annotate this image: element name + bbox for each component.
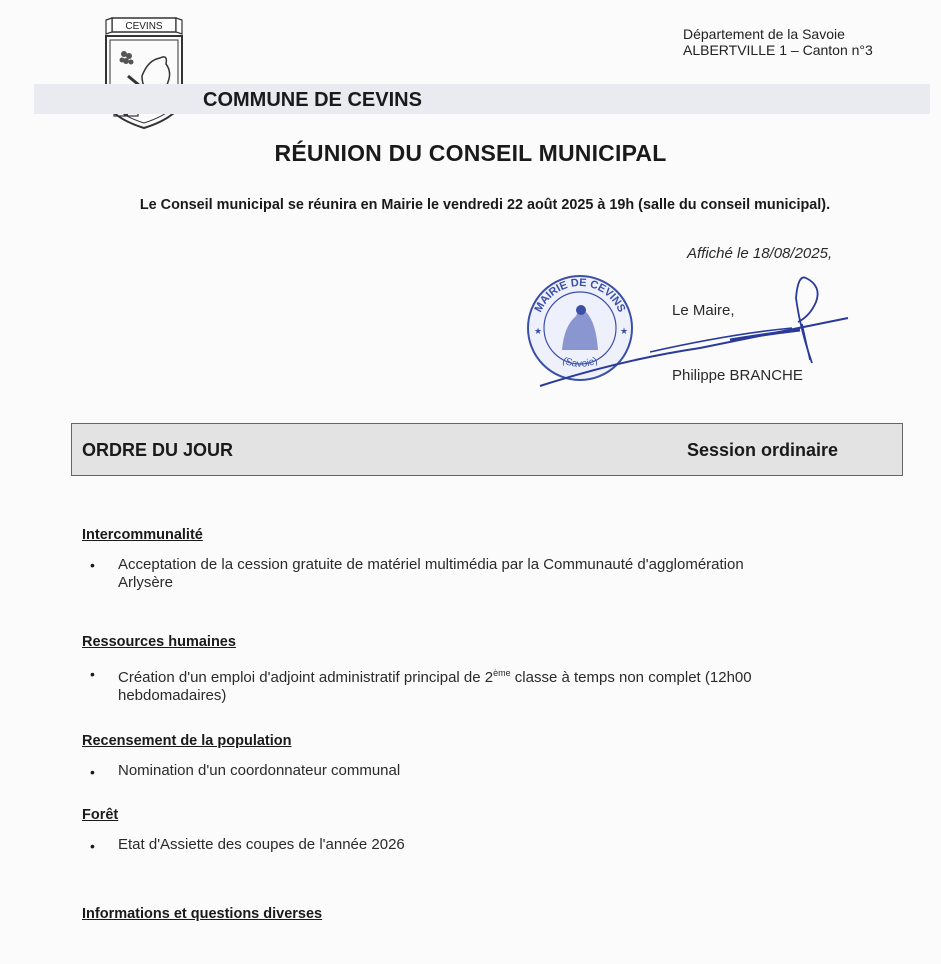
svg-text:★: ★ bbox=[534, 326, 543, 336]
section-heading: Recensement de la population bbox=[82, 733, 292, 749]
bullet-icon: • bbox=[90, 666, 95, 682]
section-heading: Forêt bbox=[82, 807, 119, 823]
commune-name: COMMUNE DE CEVINS bbox=[203, 89, 422, 111]
canton-line: ALBERTVILLE 1 – Canton n°3 bbox=[683, 42, 873, 58]
agenda-item: Etat d'Assiette des coupes de l'année 2026 bbox=[118, 836, 405, 853]
agenda-title: ORDRE DU JOUR bbox=[82, 440, 234, 460]
svg-text:MAIRIE DE CEVINS: MAIRIE DE CEVINS bbox=[532, 276, 628, 315]
section-heading: Ressources humaines bbox=[82, 634, 236, 650]
bullet-icon: • bbox=[90, 557, 95, 573]
section-heading: Intercommunalité bbox=[82, 527, 203, 543]
bullet-icon: • bbox=[90, 838, 95, 854]
posting-date: Affiché le 18/08/2025, bbox=[687, 245, 833, 262]
svg-text:(Savoie): (Savoie) bbox=[560, 355, 600, 370]
svg-text:CEVINS: CEVINS bbox=[125, 21, 163, 32]
bullet-icon: • bbox=[90, 764, 95, 780]
section-heading: Informations et questions diverses bbox=[82, 906, 323, 922]
signatory-role: Le Maire, bbox=[672, 302, 735, 319]
agenda-item bbox=[118, 664, 848, 705]
agenda-item: Nomination d'un coordonnateur communal bbox=[118, 762, 401, 779]
signatory-name: Philippe BRANCHE bbox=[672, 367, 803, 384]
page-title: RÉUNION DU CONSEIL MUNICIPAL bbox=[274, 140, 667, 166]
agenda-item-line: Acceptation de la cession gratuite de matériel multimédia par la Communauté d'agglomération bbox=[118, 556, 744, 573]
mayor-signature bbox=[530, 268, 860, 393]
agenda-item-line: Création d'un emploi d'adjoint administratif principal de 2ème classe à temps non complet (12h00 bbox=[118, 668, 752, 686]
department-line: Département de la Savoie bbox=[683, 26, 845, 42]
agenda-item-line: Arlysère bbox=[118, 574, 174, 591]
agenda-item bbox=[118, 556, 848, 592]
commune-band bbox=[34, 84, 930, 114]
meeting-announcement: Le Conseil municipal se réunira en Mairie le vendredi 22 août 2025 à 19h (salle du conseil municipal). bbox=[139, 197, 831, 213]
department-header bbox=[683, 26, 873, 58]
superscript: ème bbox=[493, 668, 511, 678]
svg-text:★: ★ bbox=[620, 326, 629, 336]
agenda-item-line: hebdomadaires) bbox=[118, 687, 227, 704]
session-type: Session ordinaire bbox=[687, 440, 839, 460]
